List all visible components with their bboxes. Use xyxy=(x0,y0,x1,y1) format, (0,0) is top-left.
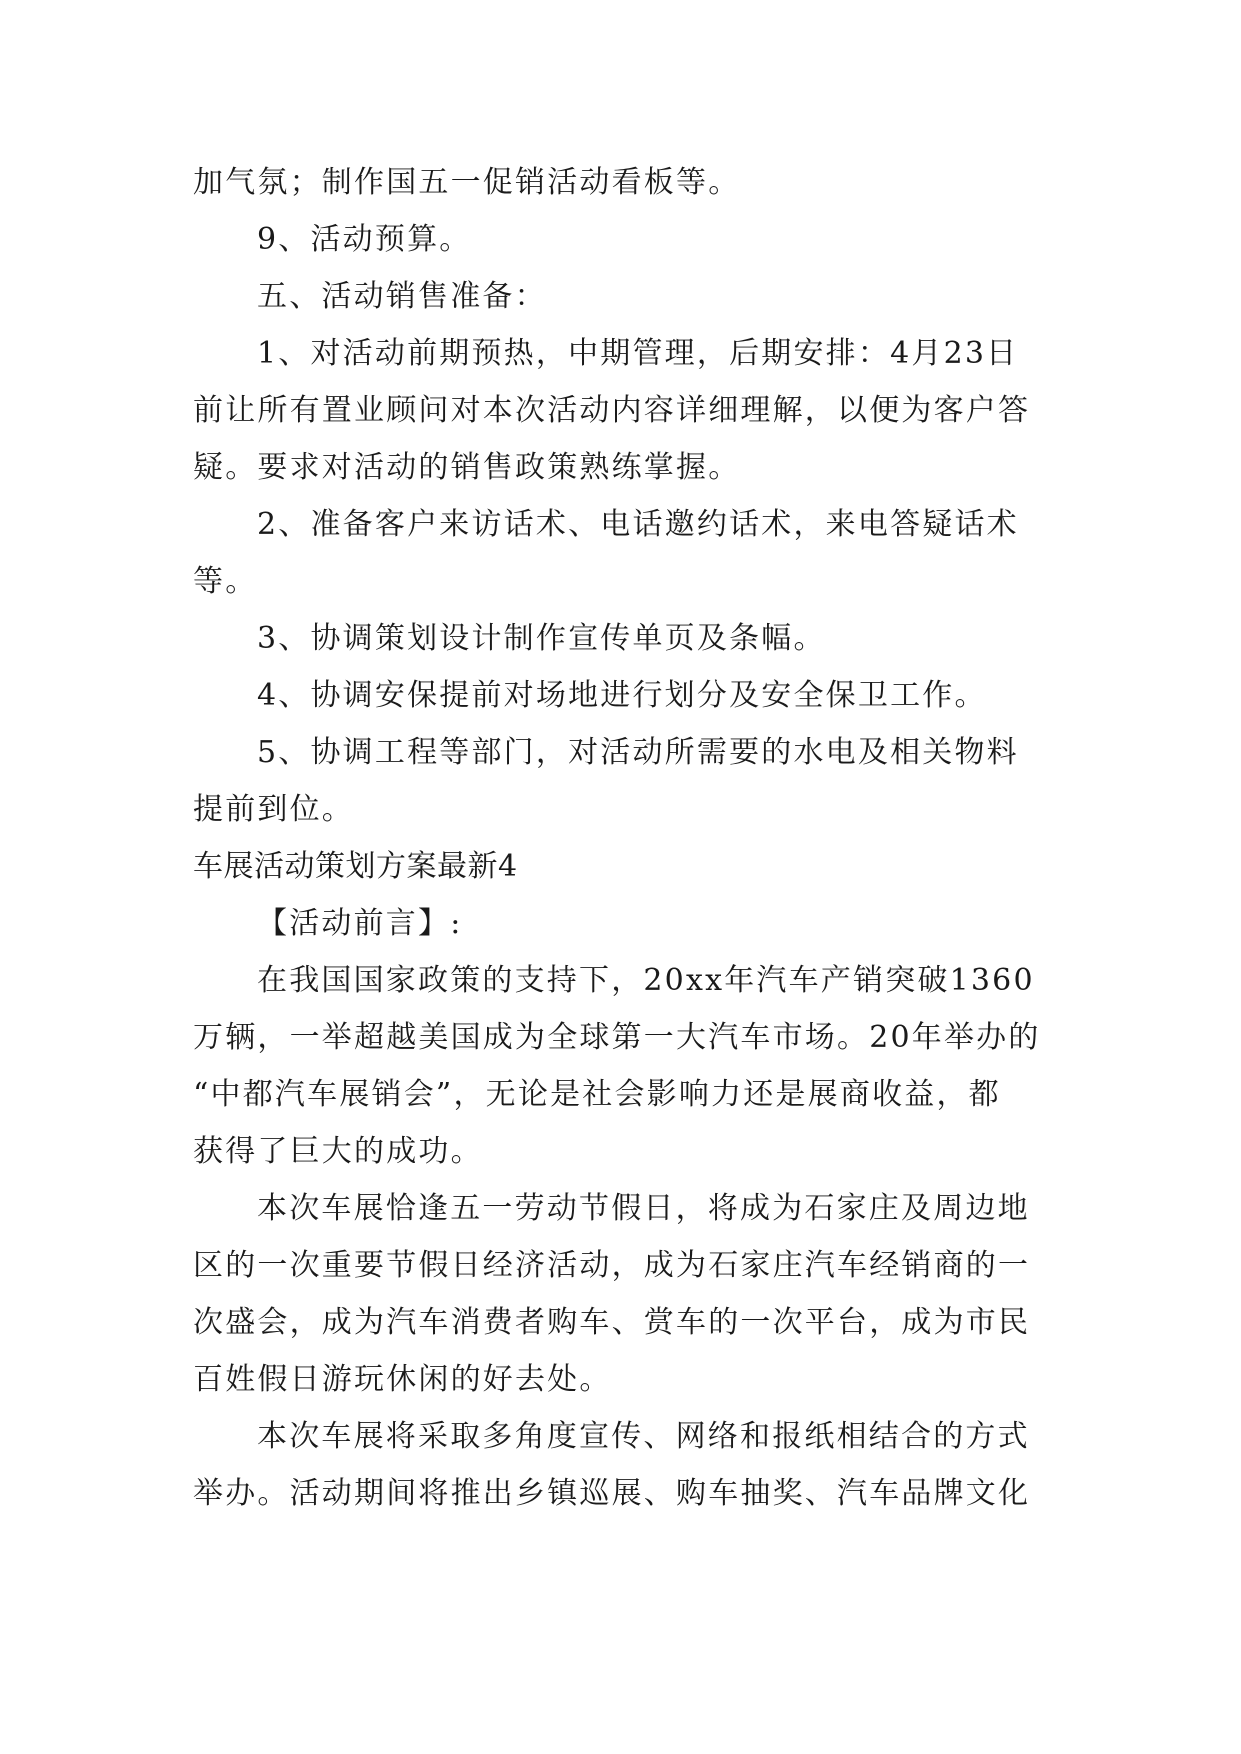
text-line: 等。 xyxy=(193,564,258,599)
document-body xyxy=(193,154,1053,1522)
text-line: 获得了巨大的成功。 xyxy=(193,1134,483,1169)
text-line: 百姓假日游玩休闲的好去处。 xyxy=(193,1362,612,1397)
text-line: 加气氛；制作国五一促销活动看板等。 xyxy=(193,165,741,200)
text-line: 本次车展将采取多角度宣传、网络和报纸相结合的方式 xyxy=(257,1419,1030,1454)
text-line: “中都汽车展销会”，无论是社会影响力还是展商收益，都 xyxy=(193,1077,1001,1112)
text-line: 疑。要求对活动的销售政策熟练掌握。 xyxy=(193,450,741,485)
text-line: 9、活动预算。 xyxy=(257,222,472,257)
text-line: 区的一次重要节假日经济活动，成为石家庄汽车经销商的一 xyxy=(193,1248,1031,1283)
text-line: 万辆，一举超越美国成为全球第一大汽车市场。20年举办的 xyxy=(193,1020,1041,1055)
text-line: 3、协调策划设计制作宣传单页及条幅。 xyxy=(257,621,826,656)
text-line: 在我国国家政策的支持下，20xx年汽车产销突破1360 xyxy=(257,963,1035,998)
text-line: 5、协调工程等部门，对活动所需要的水电及相关物料 xyxy=(257,735,1019,770)
text-line: 1、对活动前期预热，中期管理，后期安排：4月23日 xyxy=(257,336,1019,371)
text-line: 前让所有置业顾问对本次活动内容详细理解，以便为客户答 xyxy=(193,393,1031,428)
text-line: 次盛会，成为汽车消费者购车、赏车的一次平台，成为市民 xyxy=(193,1305,1031,1340)
text-line: 本次车展恰逢五一劳动节假日，将成为石家庄及周边地 xyxy=(257,1191,1030,1226)
text-line: 2、准备客户来访话术、电话邀约话术，来电答疑话术 xyxy=(257,507,1019,542)
section-title: 车展活动策划方案最新4 xyxy=(193,849,518,884)
text-line: 举办。活动期间将推出乡镇巡展、购车抽奖、汽车品牌文化 xyxy=(193,1476,1031,1511)
text-line: 提前到位。 xyxy=(193,792,354,827)
subsection-heading: 【活动前言】: xyxy=(257,906,463,941)
section-heading: 五、活动销售准备： xyxy=(257,279,547,314)
text-line: 4、协调安保提前对场地进行划分及安全保卫工作。 xyxy=(257,678,987,713)
